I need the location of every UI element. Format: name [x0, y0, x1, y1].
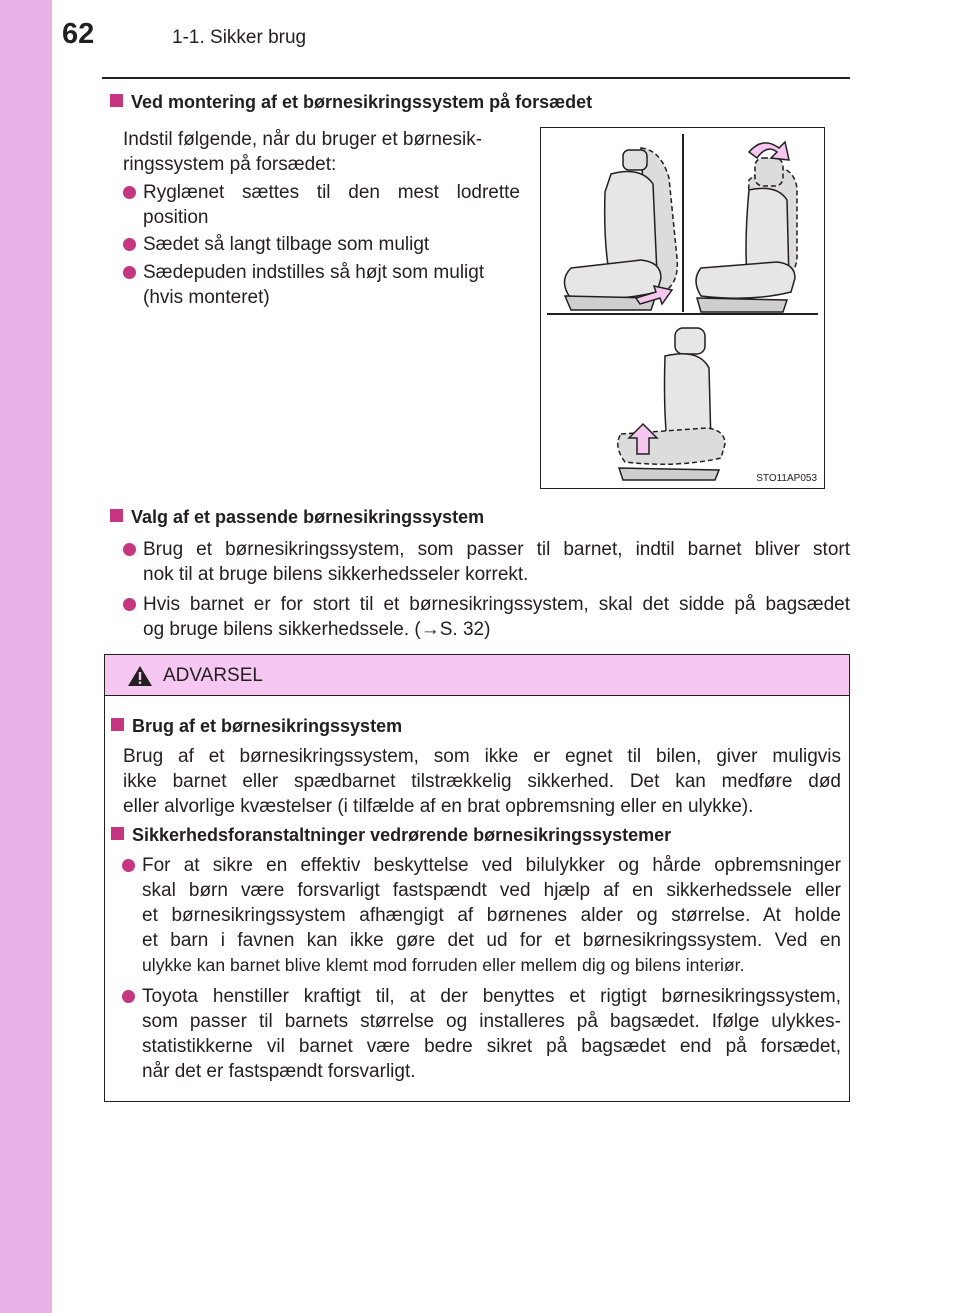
- text-line: For at sikre en effektiv beskyttelse ved bilulykker og hårde opbremsninger: [142, 855, 841, 876]
- bullet-line: Hvis barnet er for stort til et børnesikringssystem, skal det sidde på bagsædet: [143, 594, 850, 615]
- section2-bullet: [143, 537, 850, 587]
- bullet-line: og bruge bilens sikkerhedssele. (→S. 32): [143, 619, 491, 640]
- seat-slide-drawing: [696, 158, 797, 312]
- bullet-line: nok til at bruge bilens sikkerhedsseler korrekt.: [143, 564, 529, 585]
- text-line: ulykke kan barnet blive klemt mod forruden eller mellem dig og bilens interiør.: [142, 955, 745, 975]
- section1-title: Ved montering af et børnesikringssystem på forsædet: [131, 92, 593, 112]
- text-line: som passer til barnets størrelse og installeres på bagsædet. Ifølge ulykkes-: [142, 1011, 841, 1032]
- sidebar-tab: [0, 0, 52, 1313]
- bullet-dot-icon: [122, 859, 135, 872]
- warning-triangle-icon: [127, 665, 153, 687]
- text-line: ikke barnet eller spædbarnet tilstrækkelig sikkerhed. Det kan medføre død: [123, 771, 841, 792]
- seat-illustration: [541, 128, 824, 488]
- bullet-line: (hvis monteret): [143, 287, 270, 308]
- section1-intro: [123, 127, 523, 177]
- bullet-dot-icon: [123, 186, 136, 199]
- text-line: når det er fastspændt forsvarligt.: [142, 1061, 416, 1082]
- bullet-line: Ryglænet sættes til den mest lodrette: [143, 182, 520, 203]
- text-line: et børnesikringssystem afhængigt af børnenes alder og størrelse. At holde: [142, 905, 841, 926]
- warning-sub2-bullet: [142, 984, 841, 1084]
- text-line: Brug af et børnesikringssystem, som ikke er egnet til bilen, giver muligvis: [123, 746, 841, 767]
- intro-line: Indstil følgende, når du bruger et børnesik-: [123, 129, 483, 150]
- square-bullet-icon: [110, 509, 123, 522]
- bullet-line: position: [143, 207, 209, 228]
- section2-bullet: [143, 592, 850, 642]
- bullet-dot-icon: [123, 598, 136, 611]
- bullet-dot-icon: [123, 238, 136, 251]
- warning-sub2-title: Sikkerhedsforanstaltninger vedrørende børnesikringssystemer: [132, 825, 672, 845]
- text-line: statistikkerne vil barnet være bedre sikret på bagsædet end på forsædet,: [142, 1036, 841, 1057]
- warning-label: ADVARSEL: [163, 665, 263, 686]
- bullet-line: Brug et børnesikringssystem, som passer til barnet, indtil barnet bliver stort: [143, 539, 850, 560]
- warning-header: [105, 655, 849, 696]
- warning-sub2-bullet: [142, 853, 841, 978]
- section2-title: Valg af et passende børnesikringssystem: [131, 507, 485, 527]
- text-line: skal børn være forsvarligt fastspændt ved hjælp af en sikkerhedssele eller: [142, 880, 841, 901]
- bullet-dot-icon: [122, 990, 135, 1003]
- page-number: 62: [62, 18, 95, 50]
- bullet-dot-icon: [123, 266, 136, 279]
- header-rule: [102, 77, 850, 79]
- section-title: 1-1. Sikker brug: [172, 27, 307, 48]
- section1-bullet: [143, 232, 520, 257]
- section1-bullet: [143, 180, 520, 230]
- text-line: et barn i favnen kan ikke gøre det ud for et børnesikringssystem. Ved en: [142, 930, 841, 951]
- text-line: Toyota henstiller kraftigt til, at der benyttes et rigtigt børnesikringssystem,: [142, 986, 841, 1007]
- square-bullet-icon: [110, 94, 123, 107]
- warning-sub2-heading: [111, 825, 671, 846]
- square-bullet-icon: [111, 718, 124, 731]
- seat-recline-drawing: [564, 148, 677, 310]
- square-bullet-icon: [111, 827, 124, 840]
- warning-sub1-title: Brug af et børnesikringssystem: [132, 716, 403, 736]
- seat-height-drawing: [618, 328, 725, 480]
- seat-adjustment-figure: [540, 127, 825, 489]
- bullet-line: Sædet så langt tilbage som muligt: [143, 234, 430, 255]
- bullet-dot-icon: [123, 543, 136, 556]
- figure-code: STO11AP053: [756, 473, 817, 484]
- section2-heading: [110, 507, 484, 528]
- text-line: eller alvorlige kvæstelser (i tilfælde af en brat opbremsning eller en ulykke).: [123, 796, 754, 817]
- warning-sub1-heading: [111, 716, 402, 737]
- warning-sub1-text: [123, 744, 841, 819]
- section1-bullet: [143, 260, 520, 310]
- warning-box: [104, 654, 850, 1102]
- section1-heading: [110, 92, 592, 113]
- arrow-recline-icon: [749, 142, 789, 160]
- intro-line: ringssystem på forsædet:: [123, 154, 337, 175]
- bullet-line: Sædepuden indstilles så højt som muligt: [143, 262, 485, 283]
